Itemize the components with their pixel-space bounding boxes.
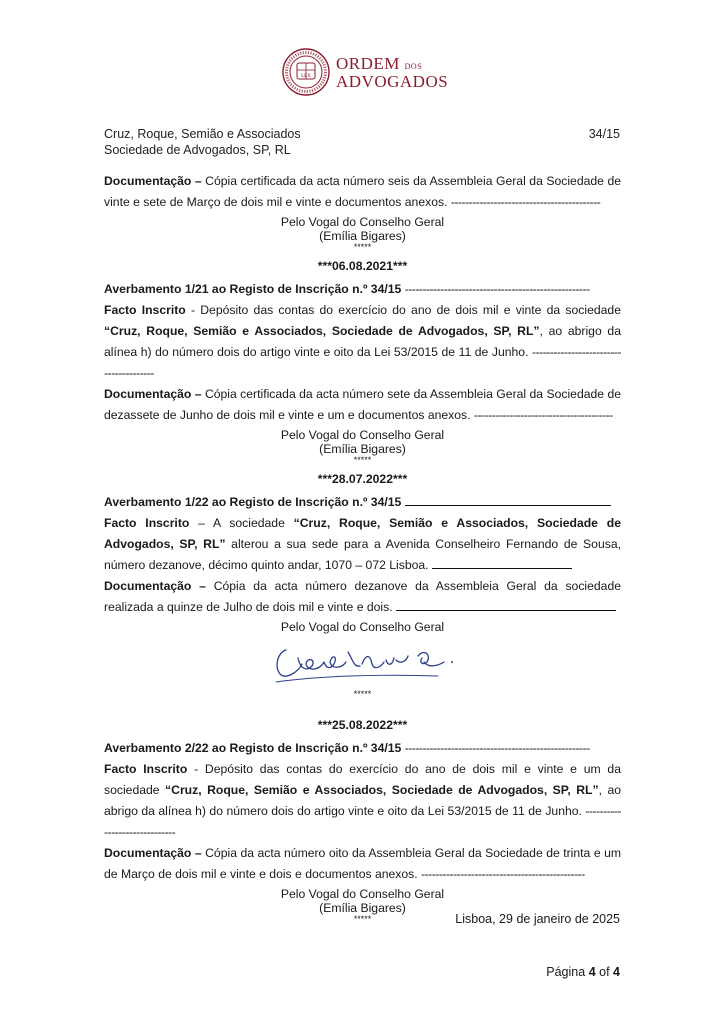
- signer-name: (Emília Bigares): [319, 229, 406, 243]
- company-name: “Cruz, Roque, Semião e Associados, Sociedade de Advogados, SP, RL”: [104, 324, 540, 338]
- facto-text: - Depósito das contas do exercício do ano de dois mil e vinte e um da sociedade: [104, 762, 621, 797]
- page-total: 4: [613, 965, 620, 979]
- documentation-paragraph: [104, 384, 621, 426]
- documentation-paragraph: [104, 171, 621, 213]
- logo-word-advogados: ADVOGADOS: [336, 71, 449, 91]
- filler-dashes: ----------------------------------------------------: [404, 282, 590, 296]
- documentation-paragraph: [104, 843, 621, 885]
- entry-heading: [104, 492, 621, 513]
- registration-number: 34/15: [588, 127, 620, 141]
- facto-paragraph: [104, 513, 621, 576]
- filler-dashes: ----------------------------------------------: [421, 867, 585, 881]
- signer-title: Pelo Vogal do Conselho Geral: [280, 620, 445, 634]
- company-name: “Cruz, Roque, Semião e Associados, Sociedade de Advogados, SP, RL”: [104, 516, 621, 551]
- firm-name-block: [104, 126, 301, 158]
- facto-text: - Depósito das contas do exercício do ano de dois mil e vinte da sociedade: [185, 303, 621, 317]
- documentation-paragraph: [104, 576, 621, 618]
- facto-label: Facto Inscrito: [104, 762, 188, 776]
- page-current: 4: [588, 965, 596, 979]
- facto-text-end: alterou a sua sede para a Avenida Conselheiro Fernando de Sousa, número dezanove, décimo quinto andar, 1070 – 072 Lisboa.: [104, 537, 621, 572]
- separator-stars: *****: [353, 242, 372, 252]
- entry-date: ***06.08.2021***: [317, 259, 408, 273]
- company-name: “Cruz, Roque, Semião e Associados, Sociedade de Advogados, SP, RL”: [165, 783, 599, 797]
- place-and-date: Lisboa, 29 de janeiro de 2025: [455, 912, 620, 926]
- facto-label: Facto Inscrito: [104, 303, 186, 317]
- facto-label: Facto Inscrito: [104, 516, 190, 530]
- seal-core-text: LEX: [301, 74, 311, 79]
- documentation-text: Cópia certificada da acta número sete da Assembleia Geral da Sociedade de dezassete de Junho de dois mil e vinte e um e documentos anexos.: [104, 387, 622, 422]
- entry-heading-text: Averbamento 1/22 ao Registo de Inscrição n.º 34/15: [104, 495, 402, 509]
- facto-text-end: , ao abrigo da alínea h) do número dois do artigo vinte e oito da Lei 53/2015 de 11 de Junho.: [104, 783, 621, 818]
- page-number: [546, 965, 620, 979]
- separator-stars: *****: [353, 689, 372, 699]
- documentation-label: Documentação –: [104, 174, 202, 188]
- fill-underline: [405, 495, 611, 506]
- fill-underline: [432, 558, 572, 569]
- firm-name: Cruz, Roque, Semião e Associados: [104, 127, 301, 141]
- seal-icon: [282, 48, 330, 96]
- filler-dashes: ---------------------------------------: [104, 345, 621, 380]
- facto-text-end: , ao abrigo da alínea h) do número dois do artigo vinte e oito da Lei 53/2015 de 11 de Junho.: [104, 324, 621, 359]
- firm-type: Sociedade de Advogados, SP, RL: [104, 143, 291, 157]
- documentation-label: Documentação –: [104, 579, 206, 593]
- separator-stars: *****: [353, 914, 372, 924]
- separator-stars: *****: [353, 455, 372, 465]
- signer-name: (Emília Bigares): [319, 442, 406, 456]
- documentation-label: Documentação –: [104, 846, 202, 860]
- page-word: Página: [546, 965, 586, 979]
- signer-title: Pelo Vogal do Conselho Geral: [280, 215, 445, 229]
- filler-dashes: ----------------------------------------------------: [404, 741, 590, 755]
- entry-heading-text: Averbamento 2/22 ao Registo de Inscrição n.º 34/15: [104, 741, 402, 755]
- filler-dashes: ---------------------------------------: [473, 408, 613, 422]
- entry-heading: [104, 738, 621, 759]
- signer-title: Pelo Vogal do Conselho Geral: [280, 428, 445, 442]
- documentation-text: Cópia certificada da acta número seis da Assembleia Geral da Sociedade de vinte e sete de Março de dois mil e vinte e documentos anexos.: [104, 174, 622, 209]
- filler-dashes: ------------------------------------------: [450, 195, 601, 209]
- entry-heading: [104, 279, 621, 300]
- facto-paragraph: [104, 300, 621, 384]
- registry-entries: [104, 171, 621, 924]
- filler-dashes: ------------------------------: [104, 804, 621, 839]
- facto-text: – A sociedade: [189, 516, 294, 530]
- entry-date: ***25.08.2022***: [317, 718, 408, 732]
- signer-title: Pelo Vogal do Conselho Geral: [280, 887, 445, 901]
- logo-word-ordem: ORDEM: [336, 53, 400, 73]
- documentation-text: Cópia da acta número oito da Assembleia Geral da Sociedade de trinta e um de Março de dois mil e vinte e dois e documentos anexos.: [104, 846, 622, 881]
- documentation-label: Documentação –: [104, 387, 202, 401]
- documentation-text: Cópia da acta número dezanove da Assembleia Geral da sociedade realizada a quinze de Julho de dois mil e vinte e dois.: [104, 579, 622, 614]
- logo: [282, 48, 448, 96]
- entry-date: ***28.07.2022***: [317, 472, 408, 486]
- facto-paragraph: [104, 759, 621, 843]
- handwritten-signature: [268, 638, 458, 688]
- signer-name: (Emília Bigares): [319, 901, 406, 915]
- logo-word-dos: DOS: [404, 61, 423, 71]
- page-of: of: [599, 965, 610, 979]
- fill-underline: [396, 600, 616, 611]
- entry-heading-text: Averbamento 1/21 ao Registo de Inscrição n.º 34/15: [104, 282, 402, 296]
